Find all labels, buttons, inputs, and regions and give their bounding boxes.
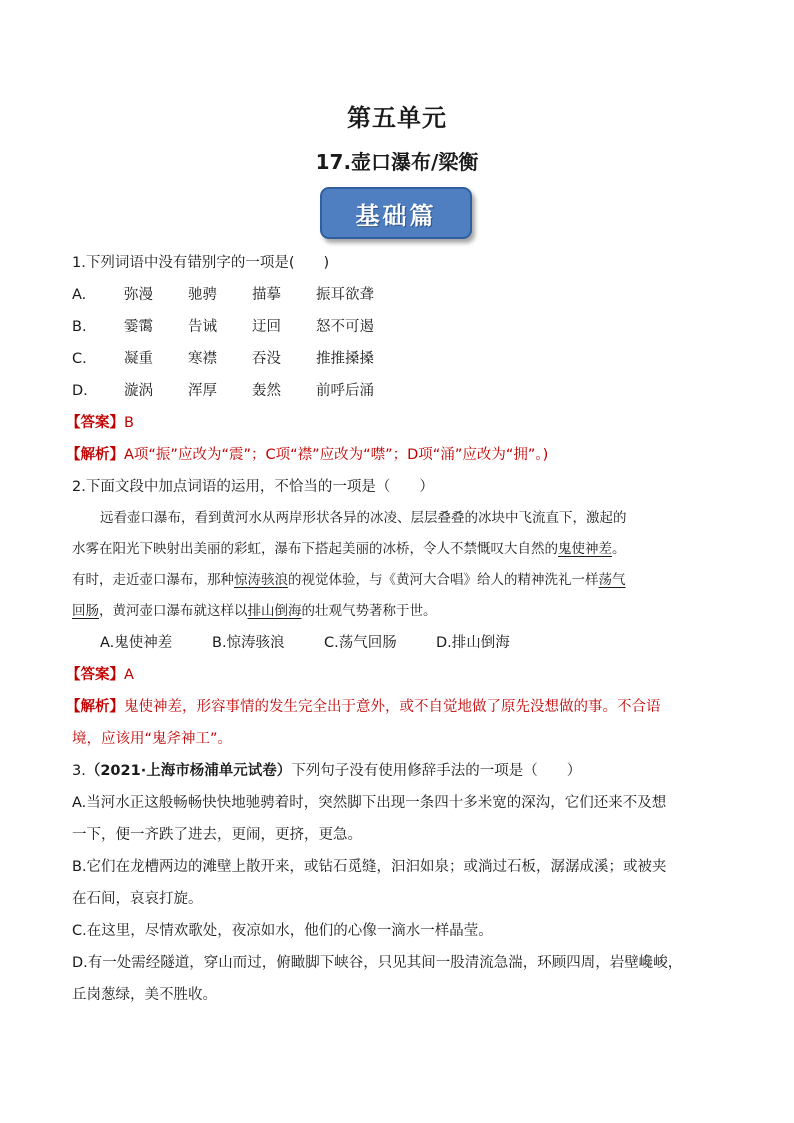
section-badge-box [320, 187, 472, 239]
answer-key-label: 【答案】 [66, 415, 124, 431]
answer-value: B [124, 415, 134, 431]
option-word: 告诫 [188, 319, 217, 335]
option-word: 漩涡 [124, 383, 153, 399]
option-word: 推推搡搡 [316, 351, 374, 367]
q3-stem [72, 755, 732, 787]
dotted-phrase: 荡气 [598, 572, 626, 588]
dotted-phrase: 惊涛骇浪 [234, 572, 288, 588]
option-word: 驰骋 [188, 287, 217, 303]
option-word: 吞没 [252, 351, 281, 367]
q2-option-c: C.荡气回肠 [324, 635, 397, 651]
dotted-phrase: 排山倒海 [247, 603, 302, 619]
q1-stem: 1.下列词语中没有错别字的一项是( ) [72, 255, 330, 271]
passage-text: 的壮观气势著称于世。 [301, 603, 437, 619]
q1-option-c [72, 343, 732, 375]
passage-line [72, 565, 732, 596]
q1-option-b [72, 311, 732, 343]
q3-option-b-cont: 在石间，哀哀打旋。 [72, 891, 203, 907]
q2-options [72, 627, 732, 659]
q1-analysis [66, 439, 732, 471]
q2-stem: 2.下面文段中加点词语的运用，不恰当的一项是（ ） [72, 479, 434, 495]
q3-option-d-cont: 丘岗葱绿，美不胜收。 [72, 987, 217, 1003]
option-word: 寒襟 [188, 351, 217, 367]
q1-answer [66, 407, 732, 439]
option-word: 怒不可遏 [316, 319, 374, 335]
dotted-phrase: 鬼使神差 [558, 541, 612, 557]
passage-line: 远看壶口瀑布，看到黄河水从两岸形状各异的冰凌、层层叠叠的冰块中飞流直下，激起的 [100, 510, 627, 526]
q3-option-a: A.当河水正这般畅畅快快地驰骋着时，突然脚下出现一条四十多米宽的深沟，它们还来不及想 [72, 795, 667, 811]
dotted-phrase: 回肠 [72, 603, 99, 619]
option-word: 迂回 [252, 319, 281, 335]
q3-source: （2021·上海市杨浦单元试卷） [85, 763, 292, 779]
passage-text: ，黄河壶口瀑布就这样以 [99, 603, 248, 619]
analysis-text: A项“振”应改为“震”；C项“襟”应改为“噤”；D项“涌”应改为“拥”。) [124, 447, 549, 463]
q3-option-a-cont: 一下，便一齐跌了进去，更闹，更挤，更急。 [72, 827, 362, 843]
q2-answer [66, 659, 732, 691]
q2-option-a: A.鬼使神差 [100, 635, 173, 651]
passage-text: 有时，走近壶口瀑布，那种 [72, 572, 234, 588]
passage-text: 。 [612, 541, 626, 557]
q2-passage [72, 503, 732, 627]
questions-content [66, 247, 732, 1011]
option-label: D. [72, 383, 88, 399]
section-badge-label: 基础篇 [355, 200, 437, 230]
passage-text: 的视觉体验，与《黄河大合唱》给人的精神洗礼一样 [288, 572, 599, 588]
option-word: 轰然 [252, 383, 281, 399]
unit-title: 第五单元 [347, 104, 447, 132]
option-word: 振耳欲聋 [316, 287, 374, 303]
q2-analysis-cont: 境，应该用“鬼斧神工”。 [72, 731, 233, 747]
q3-number: 3. [72, 763, 86, 779]
option-word: 浑厚 [188, 383, 217, 399]
analysis-text: 鬼使神差，形容事情的发生完全出于意外，或不自觉地做了原先没想做的事。不合语 [124, 699, 661, 715]
q2-option-d: D.排山倒海 [436, 635, 510, 651]
q1-option-a [72, 279, 732, 311]
q3-option-b: B.它们在龙槽两边的滩壁上散开来，或钻石觅缝，汩汩如泉；或淌过石板，潺潺成溪；或被夹 [72, 859, 667, 875]
option-word: 霎霭 [124, 319, 153, 335]
q3-option-c: C.在这里，尽情欢歌处，夜凉如水，他们的心像一滴水一样晶莹。 [72, 923, 493, 939]
section-badge [320, 187, 472, 241]
analysis-key-label: 【解析】 [66, 699, 124, 715]
analysis-key-label: 【解析】 [66, 447, 124, 463]
q1-option-d [72, 375, 732, 407]
lesson-title: 17.壶口瀑布/梁衡 [315, 150, 479, 174]
q2-analysis [66, 691, 732, 723]
option-word: 前呼后涌 [316, 383, 374, 399]
option-word: 描摹 [252, 287, 281, 303]
q3-option-d: D.有一处需经隧道，穿山而过，俯瞰脚下峡谷，只见其间一股清流急湍，环顾四周，岩壁巉峻， [72, 955, 683, 971]
answer-value: A [124, 667, 134, 683]
option-word: 凝重 [124, 351, 153, 367]
option-label: B. [72, 319, 87, 335]
option-label: C. [72, 351, 87, 367]
passage-line [72, 534, 732, 565]
option-word: 弥漫 [124, 287, 153, 303]
q2-option-b: B.惊涛骇浪 [212, 635, 285, 651]
option-label: A. [72, 287, 87, 303]
answer-key-label: 【答案】 [66, 667, 124, 683]
passage-text: 水雾在阳光下映射出美丽的彩虹，瀑布下搭起美丽的冰桥，令人不禁慨叹大自然的 [72, 541, 558, 557]
q3-question: 下列句子没有使用修辞手法的一项是（ ） [291, 763, 582, 779]
passage-line [72, 596, 732, 627]
